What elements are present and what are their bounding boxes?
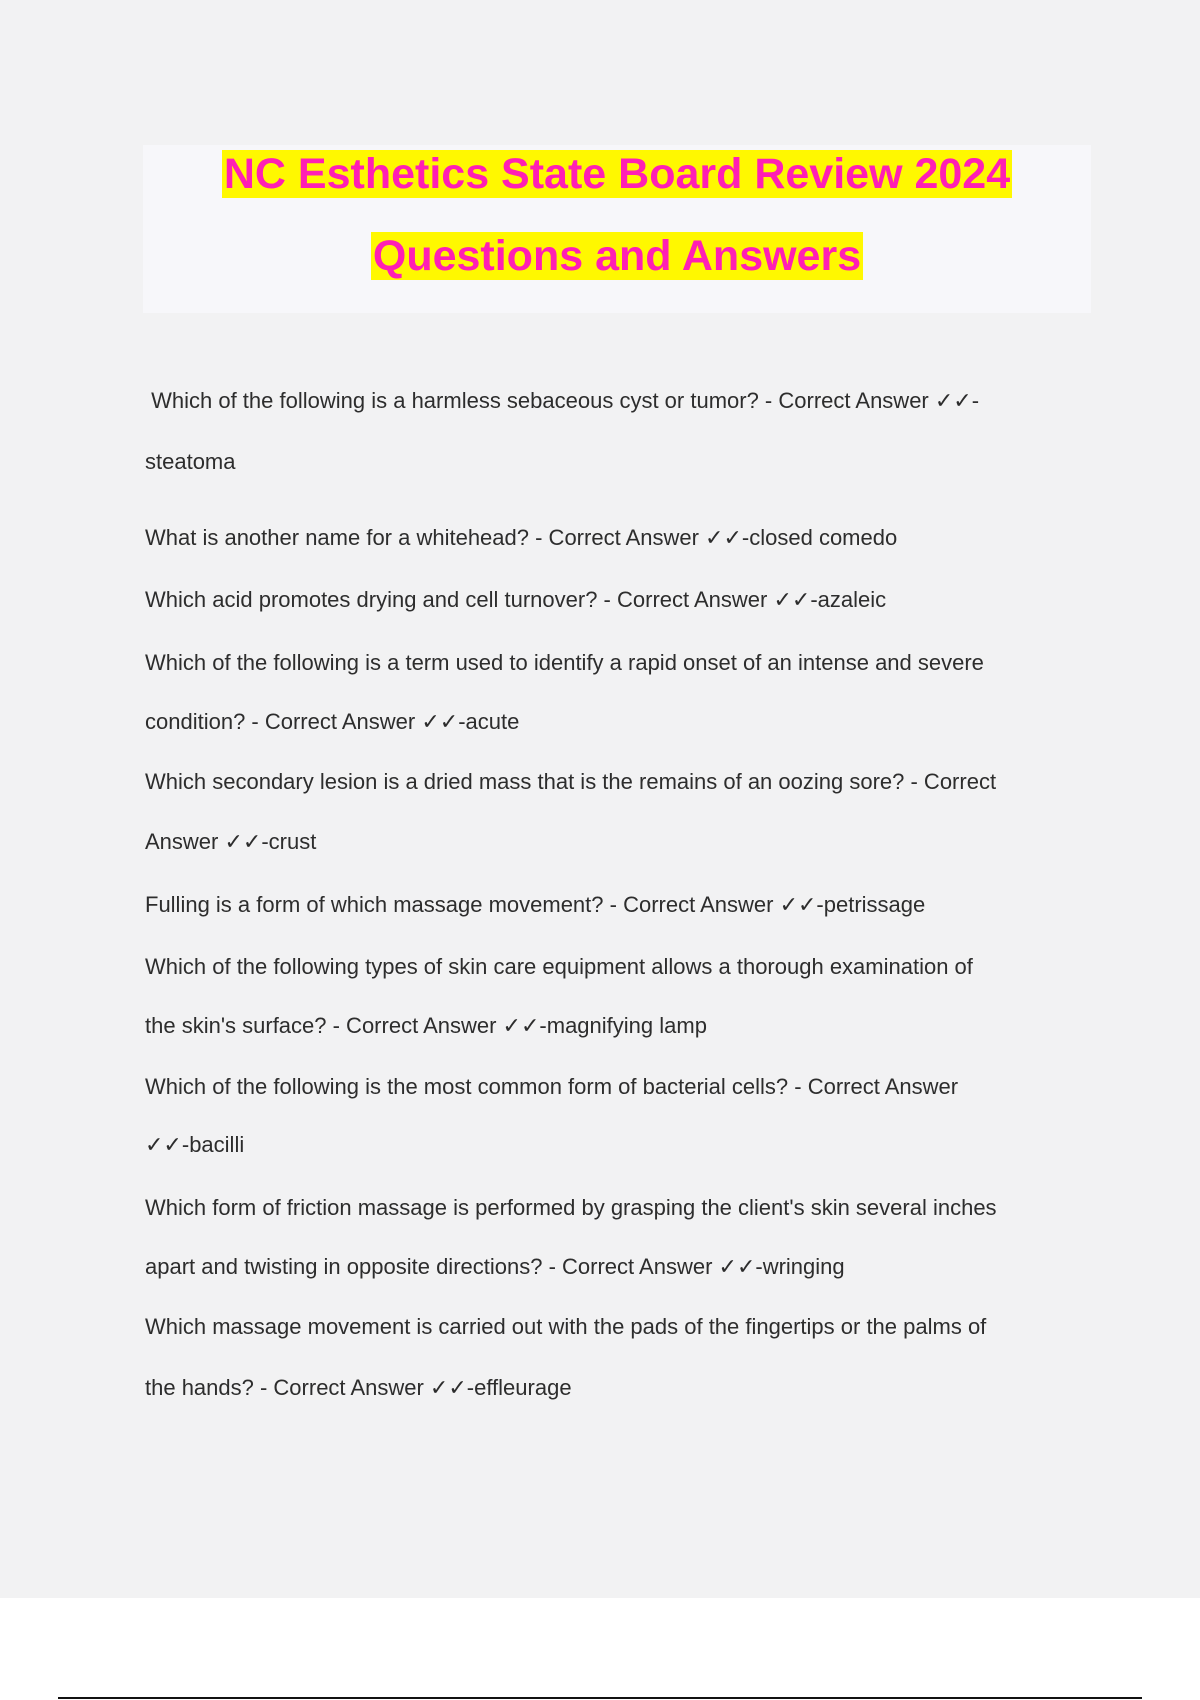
qa-line-16: Which massage movement is carried out with the pads of the fingertips or the palms of xyxy=(145,1314,987,1339)
page-title xyxy=(143,146,1091,202)
qa-line-9: Fulling is a form of which massage movement? - Correct Answer ✓✓-petrissage xyxy=(145,892,926,917)
title-line-1: NC Esthetics State Board Review 2024 xyxy=(223,150,1011,198)
qa-line-12: Which of the following is the most common form of bacterial cells? - Correct Answer xyxy=(145,1074,959,1099)
qa-line-3: What is another name for a whitehead? - Correct Answer ✓✓-closed comedo xyxy=(145,525,898,550)
qa-line-7: Which secondary lesion is a dried mass that is the remains of an oozing sore? - Correct xyxy=(145,769,997,794)
qa-line-5: Which of the following is a term used to identify a rapid onset of an intense and severe xyxy=(145,650,984,675)
qa-line-17: the hands? - Correct Answer ✓✓-effleurage xyxy=(145,1375,572,1400)
page-subtitle xyxy=(143,228,1091,284)
qa-line-1: Which of the following is a harmless sebaceous cyst or tumor? - Correct Answer ✓✓- xyxy=(145,388,980,413)
qa-line-11: the skin's surface? - Correct Answer ✓✓-magnifying lamp xyxy=(145,1013,707,1038)
qa-line-15: apart and twisting in opposite directions? - Correct Answer ✓✓-wringing xyxy=(145,1254,845,1279)
qa-line-4: Which acid promotes drying and cell turnover? - Correct Answer ✓✓-azaleic xyxy=(145,587,887,612)
footer-divider xyxy=(58,1697,1142,1699)
qa-line-14: Which form of friction massage is performed by grasping the client's skin several inches xyxy=(145,1195,997,1220)
qa-line-13: ✓✓-bacilli xyxy=(145,1132,245,1157)
title-line-2: Questions and Answers xyxy=(372,232,862,280)
qa-line-2: steatoma xyxy=(145,449,236,474)
qa-line-10: Which of the following types of skin care equipment allows a thorough examination of xyxy=(145,954,973,979)
qa-line-8: Answer ✓✓-crust xyxy=(145,829,317,854)
qa-line-6: condition? - Correct Answer ✓✓-acute xyxy=(145,709,520,734)
